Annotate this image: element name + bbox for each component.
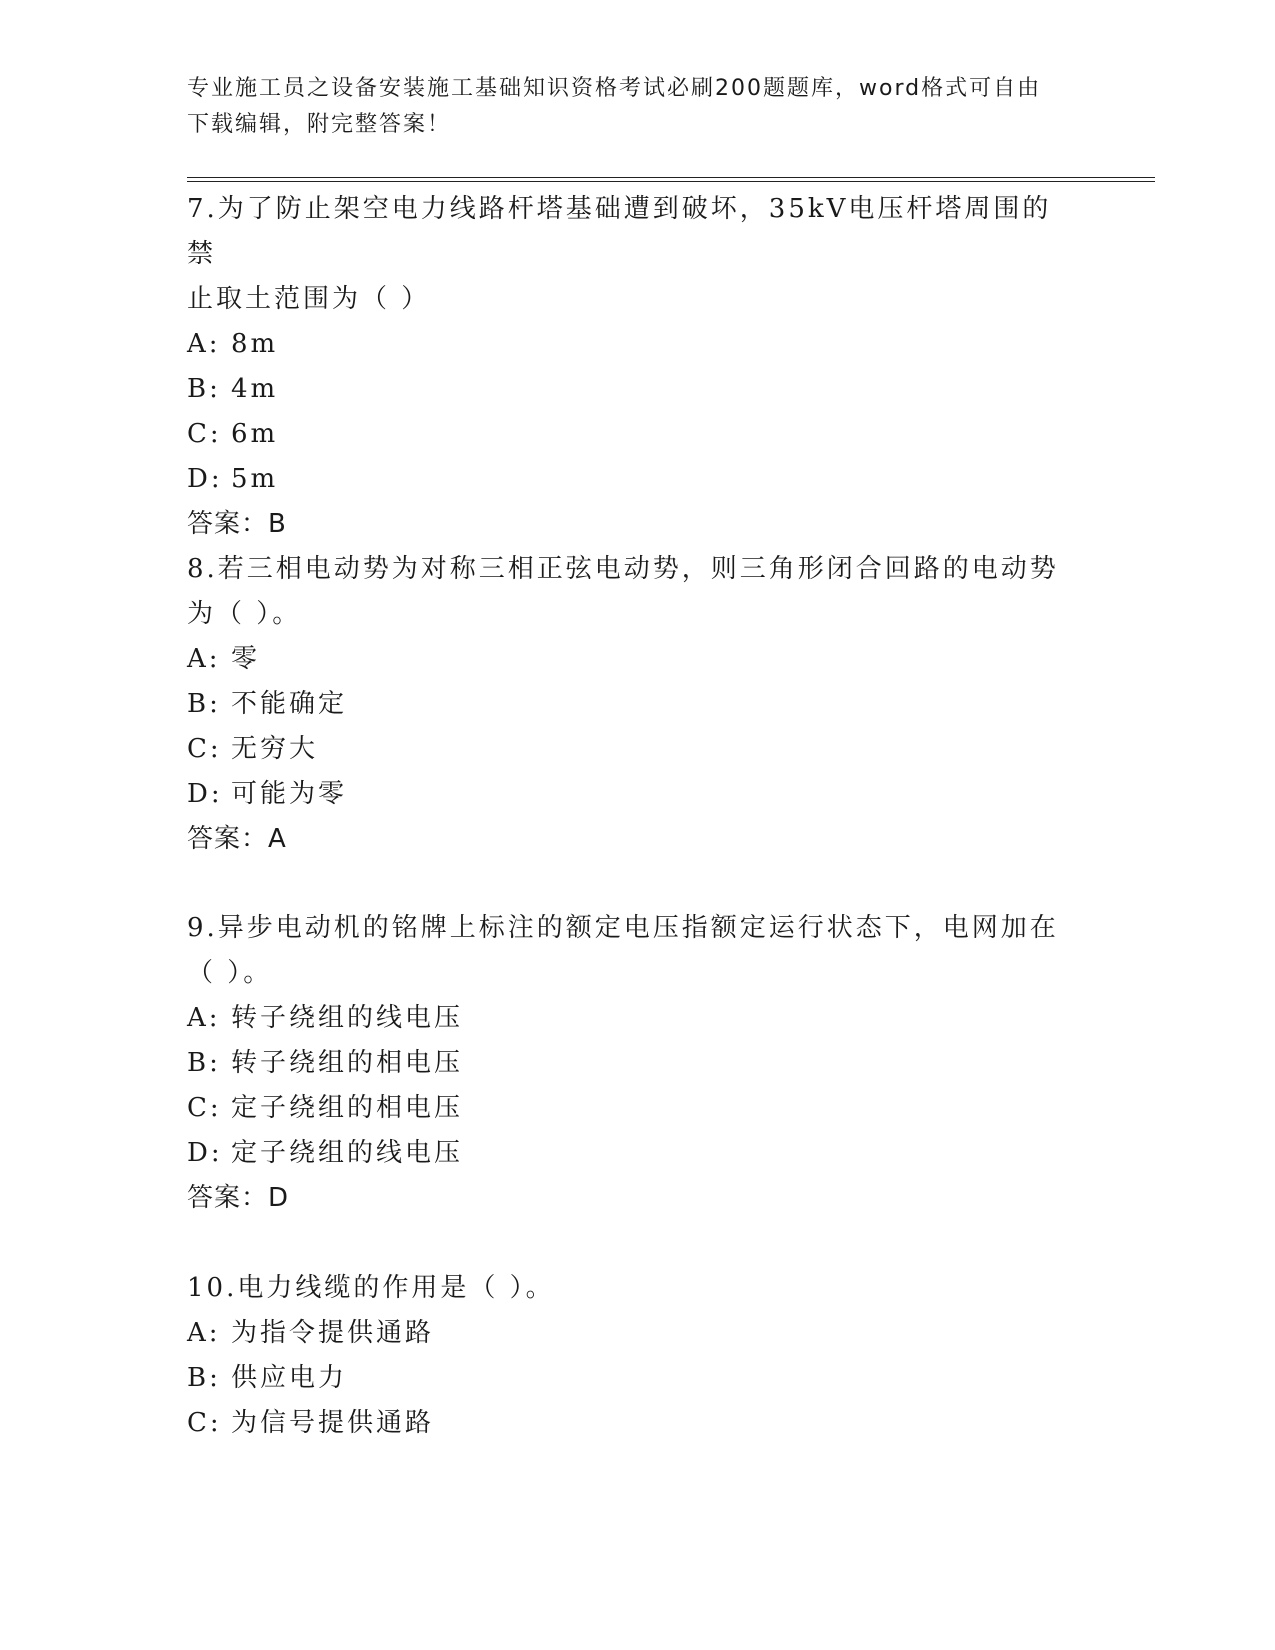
option-a xyxy=(187,637,1067,682)
answer: 答案：D xyxy=(187,1183,290,1213)
option-c xyxy=(187,727,1067,772)
header-line-2: 下载编辑，附完整答案！ xyxy=(187,112,452,137)
question-stem-line-1: 7.为了防止架空电力线路杆塔基础遭到破坏，35kV电压杆塔周围的禁 xyxy=(187,194,1052,269)
answer: 答案：A xyxy=(187,824,287,854)
option-c xyxy=(187,1401,1067,1446)
option-key: D: xyxy=(187,779,223,809)
option-key: D: xyxy=(187,464,223,494)
header-divider-top xyxy=(187,177,1155,178)
header-line-1: 专业施工员之设备安装施工基础知识资格考试必刷200题题库，word格式可自由 xyxy=(187,76,1042,101)
option-a xyxy=(187,322,1067,367)
option-text: 不能确定 xyxy=(231,689,348,719)
question-stem-line-1: 10.电力线缆的作用是（ ）。 xyxy=(187,1273,555,1303)
option-b xyxy=(187,1041,1067,1086)
option-text: 5m xyxy=(231,464,279,494)
question-9 xyxy=(187,906,1067,1221)
option-key: C: xyxy=(187,734,222,764)
option-text: 转子绕组的相电压 xyxy=(231,1048,464,1078)
option-b xyxy=(187,1356,1067,1401)
document-header xyxy=(187,71,1067,143)
question-8 xyxy=(187,547,1067,862)
option-text: 定子绕组的线电压 xyxy=(231,1138,464,1168)
option-key: C: xyxy=(187,1093,222,1123)
option-text: 为指令提供通路 xyxy=(231,1318,435,1348)
option-b xyxy=(187,367,1067,412)
option-key: A: xyxy=(187,1318,221,1348)
answer: 答案：B xyxy=(187,509,287,539)
option-key: B: xyxy=(187,1048,221,1078)
option-text: 为信号提供通路 xyxy=(231,1408,435,1438)
option-text: 4m xyxy=(231,374,279,404)
option-key: B: xyxy=(187,374,221,404)
option-key: B: xyxy=(187,1363,221,1393)
question-stem-line-2: 止取土范围为（ ） xyxy=(187,284,431,314)
option-d xyxy=(187,772,1067,817)
option-key: B: xyxy=(187,689,221,719)
question-stem-line-1: 8.若三相电动势为对称三相正弦电动势，则三角形闭合回路的电动势 xyxy=(187,554,1059,584)
option-key: C: xyxy=(187,1408,222,1438)
option-text: 6m xyxy=(231,419,279,449)
question-stem-line-2: （ ）。 xyxy=(187,958,273,988)
option-text: 可能为零 xyxy=(231,779,348,809)
option-d xyxy=(187,1131,1067,1176)
option-d xyxy=(187,457,1067,502)
option-key: A: xyxy=(187,1003,221,1033)
option-key: C: xyxy=(187,419,222,449)
header-divider-bottom xyxy=(187,181,1155,182)
question-stem-line-1: 9.异步电动机的铭牌上标注的额定电压指额定运行状态下，电网加在 xyxy=(187,913,1059,943)
option-c xyxy=(187,412,1067,457)
option-b xyxy=(187,682,1067,727)
question-7 xyxy=(187,187,1067,547)
option-key: A: xyxy=(187,329,221,359)
option-text: 零 xyxy=(231,644,261,674)
option-a xyxy=(187,1311,1067,1356)
question-10 xyxy=(187,1266,1067,1446)
question-stem-line-2: 为（ ）。 xyxy=(187,599,302,629)
option-text: 定子绕组的相电压 xyxy=(231,1093,464,1123)
option-key: D: xyxy=(187,1138,223,1168)
option-text: 转子绕组的线电压 xyxy=(231,1003,464,1033)
option-key: A: xyxy=(187,644,221,674)
option-a xyxy=(187,996,1067,1041)
option-text: 无穷大 xyxy=(231,734,319,764)
option-c xyxy=(187,1086,1067,1131)
option-text: 8m xyxy=(231,329,279,359)
option-text: 供应电力 xyxy=(231,1363,348,1393)
